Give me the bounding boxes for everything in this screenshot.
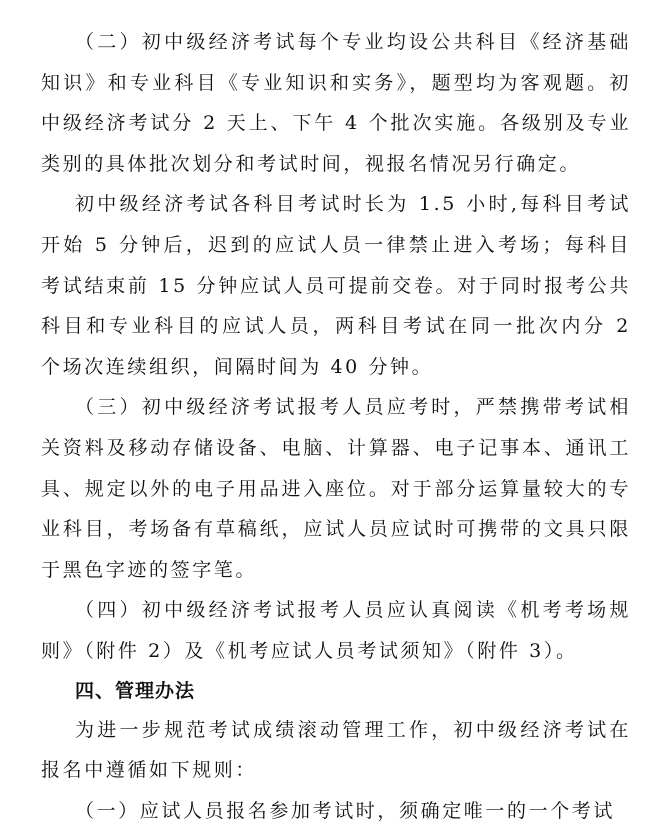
paragraph-exam-duration: 初中级经济考试各科目考试时长为 1.5 小时,每科目考试开始 5 分钟后，迟到的应试人员一律禁止进入考场；每科目考试结束前 15 分钟应试人员可提前交卷。对于同时报考公共科目和专业科目的应试人员，两科目考试在同一批次内分 2 个场次连续组织，间隔时间为 40 分钟。 [41, 193, 631, 378]
paragraph-management-intro: 为进一步规范考试成绩滚动管理工作，初中级经济考试在报名中遵循如下规则： [41, 718, 631, 782]
section-heading-management: 四、管理办法 [75, 679, 196, 702]
paragraph-exam-subjects: （二）初中级经济考试每个专业均设公共科目《经济基础知识》和专业科目《专业知识和实务》，题型均为客观题。初中级经济考试分 2 天上、下午 4 个批次实施。各级别及专业类别的具体批次划分和考试时间，视报名情况另行确定。 [41, 31, 631, 175]
paragraph-exam-rules-reading: （四）初中级经济考试报考人员应认真阅读《机考考场规则》（附件 2）及《机考应试人员考试须知》（附件 3）。 [41, 599, 631, 662]
document-page [41, 22, 631, 831]
paragraph-rule-one: （一）应试人员报名参加考试时，须确定唯一的一个考试 [75, 799, 616, 822]
paragraph-prohibited-items: （三）初中级经济考试报考人员应考时，严禁携带考试相关资料及移动存储设备、电脑、计算器、电子记事本、通讯工具、规定以外的电子用品进入座位。对于部分运算量较大的专业科目，考场备有草稿纸，应试人员应试时可携带的文具只限于黑色字迹的签字笔。 [41, 396, 631, 581]
